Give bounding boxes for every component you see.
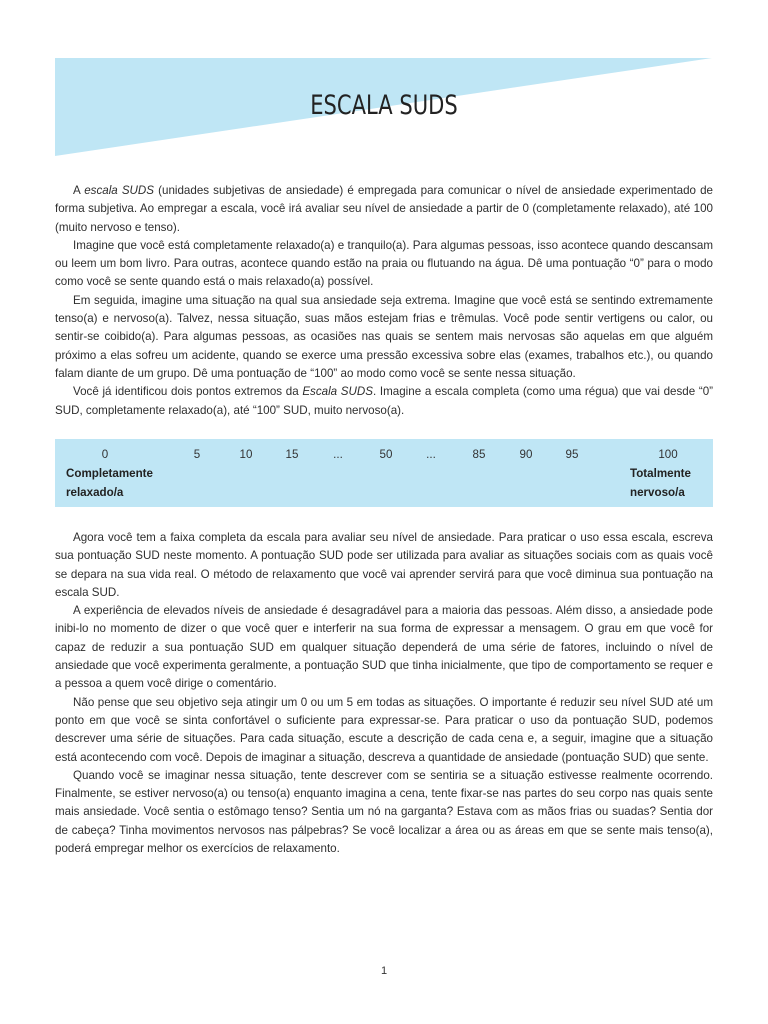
scale-label-line: Completamente <box>66 467 153 480</box>
scale-tick: 90 <box>519 448 533 461</box>
intro-paragraph-4 <box>55 383 713 420</box>
italic-term: Escala SUDS <box>302 385 374 399</box>
body-paragraph-1: Agora você tem a faixa completa da escala para avaliar seu nível de ansiedade. Para praticar o uso essa escala, escreva sua pontuação SUD neste momento. A pontuação SUD pode ser utilizada para avaliar as situações sociais com as quais você se depara na sua vida real. O método de relaxamento que você vai aprender servirá para que você diminua sua pontuação na escala SUD. <box>55 531 713 599</box>
scale-tick: 85 <box>472 448 486 461</box>
scale-tick: 15 <box>285 448 299 461</box>
scale-tick: ... <box>333 448 343 461</box>
body-paragraph-2: A experiência de elevados níveis de ansiedade é desagradável para a maioria das pessoas. Além disso, a ansiedade pode inibi-lo no momento de dizer o que você quer e interferir na sua forma de expressar a mensagem. O grau em que você for capaz de reduzir a sua pontuação SUD em qualquer situação dependerá de uma série de fatores, incluindo o nível de ansiedade que você experimenta geralmente, a pontuação SUD que tinha inicialmente, que tipo de comportamento se requer e a pessoa a quem você dirige o comentário. <box>55 604 713 691</box>
banner-shape <box>0 0 768 170</box>
header-banner <box>0 0 768 170</box>
body-section <box>55 529 713 858</box>
scale-label-line: nervoso/a <box>630 486 685 499</box>
text-span: . Imagine a escala completa (como uma régua) que vai desde “0” SUD, completamente relaxado(a), até “100” SUD, muito nervoso(a). <box>55 385 714 417</box>
scale-label-left <box>66 464 153 502</box>
scale-tick: 5 <box>193 448 201 461</box>
scale-tick: 100 <box>658 448 678 461</box>
italic-term: escala SUDS <box>84 184 155 197</box>
scale-tick: 95 <box>565 448 579 461</box>
intro-paragraph-3: Em seguida, imagine uma situação na qual sua ansiedade seja extrema. Imagine que você está se sentindo extremamente tenso(a) e nervoso(a). Talvez, nessa situação, suas mãos estejam frias e trêmulas. Você pode sentir vertigens ou calor, ou sentir-se coibido(a). Para algumas pessoas, as ocasiões nas quais se sentem mais nervosas são aquelas em que alguém próximo a elas sofreu um acidente, quando se exerce uma pressão excessiva sobre elas (exames, trabalhos etc.), ou quando falam diante de um grupo. Dê uma pontuação de “100” ao modo como você se sente nessa situação. <box>55 293 713 380</box>
text-span: (unidades subjetivas de ansiedade) é empregada para comunicar o nível de ansiedade experimentado de forma subjetiva. Ao empregar a escala, você irá avaliar seu nível de ansiedade a partir de 0 (completamente relaxado), até 100 (muito nervoso e tenso). <box>55 184 713 234</box>
scale-tick: 50 <box>379 448 393 461</box>
scale-tick: ... <box>426 448 436 461</box>
page-title: ESCALA SUDS <box>310 90 458 121</box>
scale-tick: 0 <box>101 448 109 461</box>
intro-paragraph-1 <box>55 182 713 237</box>
intro-section <box>55 182 713 420</box>
text-span: A <box>73 184 85 197</box>
scale-label-line: relaxado/a <box>66 486 124 499</box>
scale-tick: 10 <box>239 448 253 461</box>
intro-paragraph-2: Imagine que você está completamente relaxado(a) e tranquilo(a). Para algumas pessoas, isso acontece quando descansam ou leem um bom livro. Para outras, acontece quando estão na praia ou flutuando na água. Dê uma pontuação “0” para o modo como você se sente quando está o mais relaxado(a) possível. <box>55 238 713 289</box>
page-number: 1 <box>380 965 388 977</box>
scale-label-line: Totalmente <box>630 467 691 480</box>
body-paragraph-3: Não pense que seu objetivo seja atingir um 0 ou um 5 em todas as situações. O importante é reduzir seu nível SUD até um ponto em que você se sinta confortável o suficiente para expressar-se. Para praticar o uso da pontuação SUD, podemos descrever uma série de situações. Para cada situação, escute a descrição de cada cena e, a seguir, imagine que a situação está acontecendo com você. Depois de imaginar a situação, descreva a quantidade de ansiedade (pontuação SUD) que sente. <box>55 695 713 764</box>
suds-scale <box>55 439 713 507</box>
text-span: Você já identificou dois pontos extremos da <box>73 385 303 399</box>
body-paragraph-4: Quando você se imaginar nessa situação, tente descrever com se sentiria se a situação estivesse realmente ocorrendo. Finalmente, se estiver nervoso(a) ou tenso(a) enquanto imagina a cena, tente fixar-se nas partes do seu corpo nas quais sente mais ansiedade. Você sentia o estômago tenso? Sentia um nó na garganta? Estava com as mãos frias ou suadas? Sentia dor de cabeça? Tinha movimentos nervosos nas pálpebras? Se você localizar a área ou as áreas em que se sente mais tenso(a), poderá empregar melhor os exercícios de relaxamento. <box>55 768 713 856</box>
scale-label-right <box>630 464 691 502</box>
